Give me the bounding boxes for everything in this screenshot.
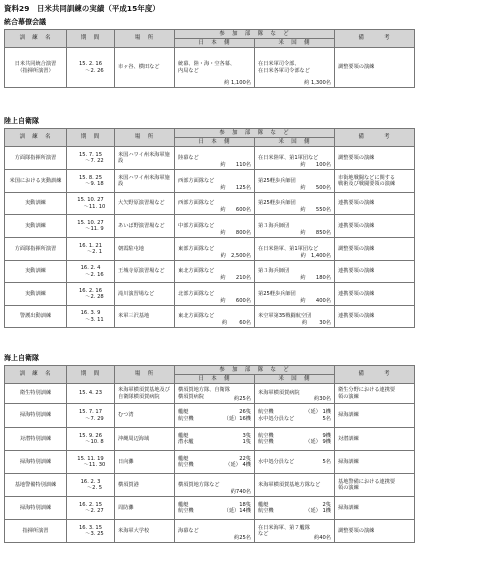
us-unit-count: （延） 9機	[305, 439, 331, 445]
japan-unit-type: 艦艇	[178, 409, 189, 416]
header-place: 場 所	[115, 129, 175, 147]
us-headcount: 約 30名	[302, 319, 331, 326]
period-start: 15. 8. 25	[78, 174, 103, 181]
period-end: 〜7. 22	[85, 158, 104, 164]
japan-unit-type: 航空機	[178, 462, 194, 468]
remarks-cell: 掃海訓練	[335, 404, 415, 428]
japan-units: 東北方面隊など	[178, 313, 215, 320]
remarks-cell: 衛生分野における連携要 領の演練	[335, 384, 415, 404]
period-cell	[67, 497, 115, 520]
us-headcount: 約 550名	[300, 206, 331, 213]
japan-participants-cell	[175, 306, 255, 328]
us-participants-cell	[255, 384, 335, 404]
training-name-cell	[5, 306, 67, 328]
training-name: 実動訓練	[25, 290, 46, 297]
period-cell	[67, 384, 115, 404]
header-participants: 参 加 部 隊 な ど	[175, 129, 335, 138]
us-participants-cell	[255, 238, 335, 261]
japan-unit-line	[178, 462, 251, 468]
japan-unit-type: 艦艇	[178, 501, 189, 508]
table-row	[5, 474, 489, 497]
us-units: 米海軍横須賀病院	[258, 390, 300, 397]
japan-units: 東部方面隊など	[178, 245, 215, 252]
period-start: 15. 10. 27	[77, 197, 104, 204]
period-end: 〜2. 28	[85, 294, 104, 300]
us-units: 米空軍第35戦闘航空団	[258, 313, 312, 320]
header-period: 期 間	[67, 366, 115, 384]
us-unit-count: 2隻	[322, 501, 331, 508]
table-row	[5, 215, 489, 238]
header-participants: 参 加 部 隊 な ど	[175, 30, 335, 39]
table-row	[5, 306, 489, 328]
japan-unit-type: 艦艇	[178, 432, 189, 439]
us-unit-type: 航空機	[258, 409, 274, 416]
us-participants-cell	[255, 404, 335, 428]
table-row	[5, 404, 489, 428]
table-row	[5, 48, 489, 88]
training-name: 実動訓練	[25, 222, 46, 229]
period-end: 〜2. 5	[86, 485, 103, 491]
place-cell: 王城寺原演習場など	[115, 261, 175, 283]
period-start: 16. 3. 15	[78, 524, 103, 531]
us-headcount: 約 180名	[300, 274, 331, 281]
japan-participants-cell	[175, 474, 255, 497]
period-end: 〜10. 8	[85, 439, 104, 445]
header-participants: 参 加 部 隊 な ど	[175, 366, 335, 375]
place-cell: 周防灘	[115, 497, 175, 520]
training-name: 掃海特別訓練	[19, 412, 52, 419]
japan-unit-count: 3隻	[242, 432, 251, 439]
us-unit-line	[258, 439, 331, 445]
japan-unit-count: 26隻	[239, 409, 251, 416]
training-name-cell	[5, 428, 67, 451]
japan-unit-line	[178, 508, 251, 514]
us-units: 在日米軍司令部、 在日米各軍司令部など	[258, 61, 310, 74]
japan-headcount: 約 600名	[220, 206, 251, 213]
training-name: 実動訓練	[25, 268, 46, 275]
period-cell	[67, 451, 115, 474]
remarks-cell: 調整要領の演練	[335, 48, 415, 88]
japan-units: 陸幕など	[178, 154, 199, 161]
japan-unit-type: 航空機	[178, 415, 194, 422]
period-start: 15. 10. 27	[77, 219, 104, 226]
us-units: 在日米陸軍、第1軍団など	[258, 154, 319, 161]
place-cell: 滝川演習場など	[115, 283, 175, 306]
period-start: 15. 9. 26	[78, 432, 103, 439]
us-units: 第25軽歩兵師団	[258, 200, 296, 207]
training-name: 指揮所演習	[22, 527, 49, 534]
period-cell	[67, 48, 115, 88]
document-title: 資料29 日米共同訓練の実績（平成15年度）	[4, 4, 160, 13]
table-row	[5, 497, 489, 520]
period-cell	[67, 170, 115, 193]
us-participants-cell	[255, 48, 335, 88]
table-row	[5, 428, 489, 451]
header-place: 場 所	[115, 366, 175, 384]
table-row	[5, 238, 489, 261]
us-units: 第３海兵師団	[258, 222, 290, 229]
place-cell: 米国ハワイ州米海軍施設	[115, 147, 175, 170]
training-name-cell	[5, 238, 67, 261]
table-row	[5, 170, 489, 193]
training-name-cell	[5, 497, 67, 520]
training-name: 衛生特別訓練	[19, 390, 52, 397]
us-unit-count: 5名	[322, 415, 331, 422]
us-participants-cell	[255, 147, 335, 170]
japan-headcount: 約 1,100名	[224, 79, 251, 86]
us-units: 在日米海軍、第７艦隊 など	[258, 524, 310, 537]
us-headcount: 約 1,400名	[300, 252, 331, 259]
period-end: 〜3. 25	[85, 531, 104, 537]
training-name: 対潜特別訓練	[19, 435, 52, 442]
japan-participants-cell	[175, 520, 255, 543]
period-start: 15. 7. 17	[78, 409, 103, 416]
us-headcount: 約30名	[314, 395, 331, 402]
header-japan-side: 日 本 側	[175, 375, 255, 384]
japan-participants-cell	[175, 451, 255, 474]
us-headcount: 約 850名	[300, 229, 331, 236]
us-participants-cell	[255, 283, 335, 306]
period-start: 16. 2. 4	[80, 265, 101, 272]
japan-unit-line	[178, 416, 251, 422]
remarks-cell: 調整要領の演練	[335, 520, 415, 543]
japan-headcount: 約740名	[230, 488, 251, 495]
japan-unit-type: 潜水艦	[178, 439, 194, 445]
place-cell: 横須賀港	[115, 474, 175, 497]
period-start: 16. 2. 16	[78, 287, 103, 294]
japan-units: 中部方面隊など	[178, 222, 215, 229]
training-name-cell	[5, 193, 67, 215]
period-end: 〜2. 27	[85, 508, 104, 514]
training-name: 基地警備特別訓練	[14, 481, 57, 488]
table-row	[5, 193, 489, 215]
remarks-cell: 調整要領の演練	[335, 238, 415, 261]
us-headcount: 約 400名	[300, 297, 331, 304]
period-cell	[67, 520, 115, 543]
training-name-cell	[5, 170, 67, 193]
japan-unit-count: （延） 4機	[225, 462, 251, 468]
us-unit-type: 水中処分員など	[258, 458, 295, 465]
period-end: 〜2. 16	[85, 271, 104, 278]
period-end: 〜11. 30	[83, 462, 106, 468]
japan-unit-count: 1隻	[242, 439, 251, 445]
japan-units: 海幕など	[178, 527, 199, 534]
us-participants-cell	[255, 497, 335, 520]
period-start: 16. 1. 21	[78, 242, 103, 249]
remarks-cell: 連携要領の演練	[335, 283, 415, 306]
japan-participants-cell	[175, 147, 255, 170]
period-start: 15. 2. 16	[78, 61, 103, 68]
japan-headcount: 約 110名	[220, 161, 251, 168]
place-cell: 米軍三沢基地	[115, 306, 175, 328]
place-cell: 沖縄周辺海域	[115, 428, 175, 451]
japan-participants-cell	[175, 404, 255, 428]
period-start: 16. 3. 9	[80, 310, 101, 317]
place-cell: 米海軍横須賀基地及び 自衛隊横須賀病院	[115, 384, 175, 404]
us-participants-cell	[255, 474, 335, 497]
japan-units: 西部方面隊など	[178, 177, 215, 184]
japan-headcount: 約 2,500名	[220, 252, 251, 259]
us-participants-cell	[255, 520, 335, 543]
place-cell: 米国ハワイ州米海軍施設	[115, 170, 175, 193]
table-row	[5, 384, 489, 404]
place-cell: 市ヶ谷、横田など	[115, 48, 175, 88]
period-start: 15. 11. 19	[77, 455, 104, 462]
japan-units: 統幕、陸・海・空各幕、 内局など	[178, 61, 236, 74]
period-end: 〜2. 26	[85, 67, 104, 74]
japan-units: 東北方面隊など	[178, 268, 215, 275]
training-name-cell	[5, 384, 67, 404]
place-cell: あいば野演習場など	[115, 215, 175, 238]
us-units: 第25軽歩兵師団	[258, 177, 296, 184]
place-cell: 米海軍大学校	[115, 520, 175, 543]
us-unit-line	[258, 459, 331, 465]
header-us-side: 米 国 側	[255, 138, 335, 147]
training-name: 日米共同統合演習	[14, 61, 57, 68]
remarks-cell: 連携要領の演練	[335, 193, 415, 215]
period-cell	[67, 306, 115, 328]
japan-headcount: 約 125名	[220, 184, 251, 191]
japan-participants-cell	[175, 193, 255, 215]
us-unit-count: （延） 1機	[305, 409, 331, 416]
header-period: 期 間	[67, 30, 115, 48]
japan-participants-cell	[175, 261, 255, 283]
japan-headcount: 約 210名	[220, 274, 251, 281]
section-title-msdf: 海上自衛隊	[4, 354, 39, 362]
japan-headcount: 約 800名	[220, 229, 251, 236]
header-us-side: 米 国 側	[255, 39, 335, 48]
period-cell	[67, 215, 115, 238]
training-name: 方面隊指揮所演習	[14, 154, 57, 161]
us-unit-type: 艦艇	[258, 501, 269, 508]
remarks-cell: 対潜訓練	[335, 428, 415, 451]
japan-units: 横須賀地方隊など	[178, 481, 220, 488]
period-end: 〜2. 1	[86, 249, 103, 255]
us-headcount: 約40名	[314, 534, 331, 541]
remarks-cell: 調整要領の演練	[335, 147, 415, 170]
table-row	[5, 261, 489, 283]
us-unit-type: 航空機	[258, 439, 274, 445]
period-cell	[67, 428, 115, 451]
header-japan-side: 日 本 側	[175, 39, 255, 48]
us-units: 第３海兵師団	[258, 268, 290, 275]
training-table-msdf	[4, 365, 489, 543]
period-start: 15. 4. 23	[78, 390, 103, 397]
section-title-joint-staff: 統合幕僚会議	[4, 18, 46, 26]
period-end: 〜11. 10	[83, 203, 106, 210]
japan-unit-type: 航空機	[178, 508, 194, 514]
period-end: 〜7. 29	[85, 415, 104, 422]
us-headcount: 約 1,300名	[304, 79, 331, 86]
header-place: 場 所	[115, 30, 175, 48]
japan-participants-cell	[175, 384, 255, 404]
table-row	[5, 451, 489, 474]
training-name-cell	[5, 283, 67, 306]
training-name: 米国における実動訓練	[9, 177, 62, 184]
remarks-cell: 連携要領の演練	[335, 261, 415, 283]
japan-participants-cell	[175, 283, 255, 306]
japan-units: 西部方面隊など	[178, 200, 215, 207]
header-remarks: 備 考	[335, 129, 415, 147]
japan-unit-count: （延）16機	[223, 415, 251, 422]
us-units: 米海軍横須賀基地方隊など	[258, 481, 321, 488]
remarks-cell: 基地警備における連携要 領の演練	[335, 474, 415, 497]
us-participants-cell	[255, 451, 335, 474]
table-row	[5, 147, 489, 170]
japan-participants-cell	[175, 215, 255, 238]
header-japan-side: 日 本 側	[175, 138, 255, 147]
us-participants-cell	[255, 261, 335, 283]
place-cell: 大矢野原演習場など	[115, 193, 175, 215]
remarks-cell: 掃海訓練	[335, 451, 415, 474]
us-participants-cell	[255, 428, 335, 451]
training-table-joint-staff	[4, 29, 489, 88]
remarks-cell: 掃海訓練	[335, 497, 415, 520]
japan-units: 横須賀地方隊、自衛隊 横須賀病院	[178, 387, 230, 400]
section-title-gsdf: 陸上自衛隊	[4, 117, 39, 125]
training-name-cell	[5, 215, 67, 238]
us-unit-type: 航空機	[258, 432, 274, 439]
japan-unit-type: 艦艇	[178, 455, 189, 462]
training-name-cell	[5, 520, 67, 543]
period-start: 15. 7. 15	[78, 151, 103, 158]
japan-participants-cell	[175, 48, 255, 88]
japan-units: 北部方面隊など	[178, 290, 215, 297]
us-units: 第25軽歩兵師団	[258, 290, 296, 297]
us-headcount: 約 500名	[300, 184, 331, 191]
header-kind: 訓 練 名	[5, 366, 67, 384]
period-start: 16. 2. 15	[78, 501, 103, 508]
period-end: 〜9. 18	[85, 181, 104, 187]
period-cell	[67, 193, 115, 215]
us-unit-line	[258, 416, 331, 422]
training-name-cell	[5, 147, 67, 170]
japan-unit-line	[178, 439, 251, 445]
place-cell: 朝霞駐屯地	[115, 238, 175, 261]
us-unit-count: 9機	[322, 432, 331, 439]
remarks-cell: 市街地戦闘などに関する 戦術及び戦闘要領の演練	[335, 170, 415, 193]
header-kind: 訓 練 名	[5, 30, 67, 48]
header-kind: 訓 練 名	[5, 129, 67, 147]
period-cell	[67, 404, 115, 428]
header-us-side: 米 国 側	[255, 375, 335, 384]
japan-unit-count: 18隻	[239, 501, 251, 508]
place-cell: 日向灘	[115, 451, 175, 474]
japan-unit-count: 22隻	[239, 455, 251, 462]
us-participants-cell	[255, 306, 335, 328]
us-unit-type: 水中処分員など	[258, 415, 295, 422]
japan-participants-cell	[175, 497, 255, 520]
place-cell: むつ湾	[115, 404, 175, 428]
us-unit-count: （延） 1機	[305, 508, 331, 514]
training-name: 警護出動訓練	[19, 313, 52, 320]
training-name: 掃海特別訓練	[19, 504, 52, 511]
period-cell	[67, 261, 115, 283]
training-name: 方面隊指揮所演習	[14, 245, 57, 252]
period-cell	[67, 238, 115, 261]
header-remarks: 備 考	[335, 30, 415, 48]
japan-headcount: 約25名	[234, 534, 251, 541]
training-name-cell	[5, 451, 67, 474]
training-name: 実動訓練	[25, 200, 46, 207]
japan-unit-count: （延）14機	[223, 508, 251, 514]
header-period: 期 間	[67, 129, 115, 147]
remarks-cell: 連携要領の演練	[335, 215, 415, 238]
us-units: 在日米陸軍、第1軍団など	[258, 245, 319, 252]
us-participants-cell	[255, 193, 335, 215]
training-name-cell	[5, 261, 67, 283]
training-name-cell	[5, 404, 67, 428]
remarks-cell: 連携要領の演練	[335, 306, 415, 328]
header-remarks: 備 考	[335, 366, 415, 384]
training-name-cell	[5, 48, 67, 88]
japan-headcount: 約 600名	[220, 297, 251, 304]
period-cell	[67, 283, 115, 306]
period-cell	[67, 474, 115, 497]
us-participants-cell	[255, 170, 335, 193]
table-row	[5, 283, 489, 306]
japan-participants-cell	[175, 238, 255, 261]
us-unit-type: 航空機	[258, 508, 274, 514]
us-headcount: 約 100名	[300, 161, 331, 168]
japan-headcount: 約 60名	[222, 319, 251, 326]
us-participants-cell	[255, 215, 335, 238]
japan-participants-cell	[175, 170, 255, 193]
period-end: 〜11. 9	[85, 226, 104, 232]
period-cell	[67, 147, 115, 170]
japan-participants-cell	[175, 428, 255, 451]
training-table-gsdf	[4, 128, 489, 328]
training-name: 掃海特別訓練	[19, 458, 52, 465]
table-row	[5, 520, 489, 543]
us-unit-count: 5名	[322, 458, 331, 465]
period-end: 〜3. 11	[85, 316, 104, 323]
training-name-cell	[5, 474, 67, 497]
us-unit-line	[258, 508, 331, 514]
japan-headcount: 約25名	[234, 395, 251, 402]
training-name-sub: （指揮所演習）	[17, 67, 54, 74]
period-start: 16. 2. 3	[80, 478, 101, 485]
